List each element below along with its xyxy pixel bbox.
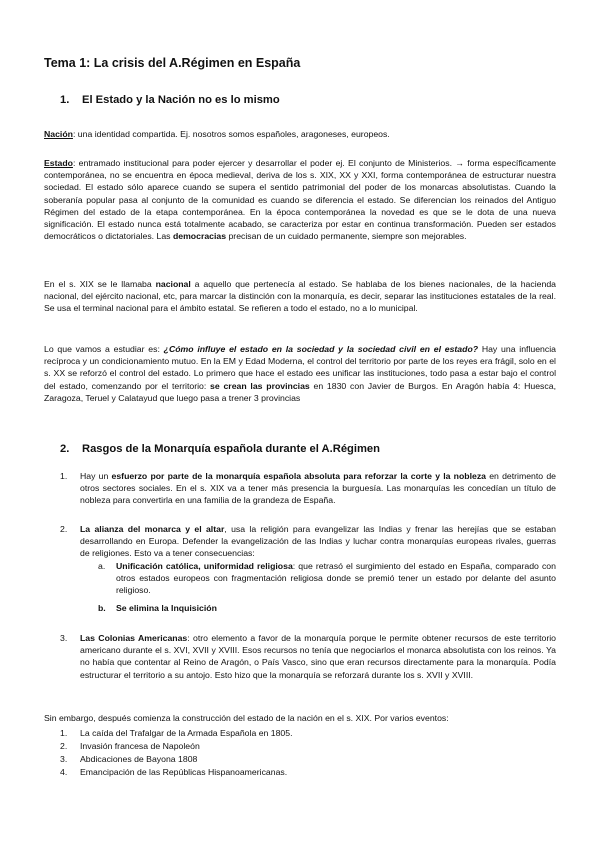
section-1-heading [60, 94, 280, 106]
rasgo-3-c: : otro elemento a favor de la monarquía porque le permite obtener recursos de este territorio americano durante el s. XVI, XVII y XVIII. Esos recursos no tenía que negociarlos el monarca absolutista con los reinos. Ya no había que contentar al Reino de Aragón, o País Vasco, sino que eran recursos directamente para la monarquía. Podía estructurar el territorio a su antojo. Esto hizo que la monarquía se reforzará durante los s. XVII y XVIII. [80, 633, 556, 680]
rasgo-2b-number: b. [98, 603, 106, 613]
rasgo-1-c: en detrimento de otros sectores sociales. En el s. XIX va a tener más presencia la burguesía. Las monarquías les concedían un título de nobleza para convertirla en una familia de la grandeza de España. [80, 471, 556, 506]
rasgo-2-c: , usa la religión para evangelizar las Indias y frenar las herejías que se estaban desarrollando en Europa. Defender la evangelización de las Indias y luchar contra monarquías europeas rivales, guerras de religiones. Esto va a tener consecuencias: [80, 524, 556, 559]
section-1-title: El Estado y la Nación no es lo mismo [82, 94, 280, 106]
estudio-text-e: en 1830 con Javier de Burgos. En Aragón había 4: Huesca, Zaragoza, Teruel y Calatayud que luego pasa a trener 3 provincias [44, 380, 556, 403]
section-2-title: Rasgos de la Monarquía española durante el A.Régimen [82, 443, 380, 455]
rasgo-2a-c: : que retrasó el surgimiento del estado en España, comparado con otros estados europeos con fragmentación religiosa donde se premió tener un estado por delante del asunto religioso. [116, 561, 556, 596]
event-1-text: La caída del Trafalgar de la Armada Española en 1805. [80, 728, 293, 738]
nacional-text-a: En el s. XIX se le llamaba [44, 279, 156, 289]
nacion-definition: : una identidad compartida. Ej. nosotros somos españoles, aragoneses, europeos. [72, 129, 390, 139]
section-2-heading [60, 443, 380, 455]
rasgo-2b-bold: Se elimina la Inquisición [116, 603, 217, 613]
estudio-text-c: Hay una influencia recíproca y un condicionamiento mutuo. En la EM y Edad Moderna, el control del territorio por parte de los reyes era frágil, solo en el s. XX se reforzó el control del estado. Lo primero que hace el estado ees unificar las instituciones, todo pasa a estar bajo el control del estado, comenzando por el territorio: [44, 344, 556, 391]
estudio-paragraph [44, 343, 556, 404]
event-1-number: 1. [60, 728, 68, 738]
event-4-text: Emancipación de las Repúblicas Hispanoamericanas. [80, 767, 288, 777]
estado-paragraph [44, 157, 556, 242]
estado-definition-end: precisan de un cuidado permanente, siempre son mejorables. [226, 231, 467, 242]
rasgo-1-text [80, 470, 556, 507]
section-1-number: 1. [60, 94, 70, 106]
closing-paragraph: Sin embargo, después comienza la construcción del estado de la nación en el s. XIX. Por varios eventos: [44, 713, 449, 723]
rasgo-2b-text [116, 602, 556, 614]
estado-term: Estado [44, 158, 73, 168]
rasgo-1-bold: esfuerzo por parte de la monarquía española absoluta para reforzar la corte y la nobleza [111, 471, 487, 481]
nacion-term: Nación [44, 129, 73, 139]
estudio-question: ¿Cómo influye el estado en la sociedad y la sociedad civil en el estado? [163, 344, 479, 354]
rasgo-3-text [80, 632, 556, 681]
rasgo-2a-bold: Unificación católica, uniformidad religiosa [116, 561, 293, 571]
estado-bold-democracias: democracias [172, 231, 227, 242]
nacional-bold: nacional [155, 279, 191, 289]
event-3-number: 3. [60, 754, 68, 764]
event-4-number: 4. [60, 767, 68, 777]
document-title: Tema 1: La crisis del A.Régimen en España [44, 56, 301, 70]
estado-definition: : entramado institucional para poder ejercer y desarrollar el poder ej. El conjunto de Ministerios. → forma específicamente contemporánea, no se encuentra en época medieval, deriva de los s. XIX, XX y XXI, forma contemporánea de estructurar nuestra sociedad. El estado sólo aparece cuando se supera el sentido patrimonial del poder de los monarcas absolutistas. Cuando la soberanía popular pasa al conjunto de la comunidad es cuando se diferencia el estado. Se diferencian los reinados del Antiguo Régimen del estado de la etapa contemporánea. En la época contemporánea la novedad es que se le dota de una nueva significación. El estado nunca está totalmente acabado, se caracteriza por estar en continua transformación. Pueden ser estados democráticos o dictatoriales. Las [44, 158, 556, 242]
rasgo-1-number: 1. [60, 471, 68, 481]
nacional-text-c: a aquello que pertenecía al estado. Se hablaba de los bienes nacionales, de la hacienda nacional, del ejército nacional, etc, para marcar la distinción con la monarquía, es decir, separar las instituciones estatales de la real. Se usa el terminal nacional para el ámbito estatal. Se refieren a todo el estado, no a lo municipal. [44, 279, 556, 314]
estudio-bold-provincias: se crean las provincias [210, 380, 310, 391]
event-2-text: Invasión francesa de Napoleón [80, 741, 200, 751]
rasgo-2-text [80, 523, 556, 560]
rasgo-2a-number: a. [98, 561, 106, 571]
rasgo-2-number: 2. [60, 524, 68, 534]
nacion-paragraph [44, 128, 556, 140]
rasgo-1-a: Hay un [80, 471, 112, 481]
rasgo-2a-text [116, 560, 556, 597]
rasgo-3-bold: Las Colonias Americanas [80, 633, 188, 643]
rasgo-2-bold: La alianza del monarca y el altar [80, 524, 225, 534]
event-2-number: 2. [60, 741, 68, 751]
rasgo-3-number: 3. [60, 633, 68, 643]
event-3-text: Abdicaciones de Bayona 1808 [80, 754, 198, 764]
nacional-paragraph [44, 278, 556, 315]
estudio-text-a: Lo que vamos a estudiar es: [44, 344, 164, 354]
section-2-number: 2. [60, 443, 70, 455]
